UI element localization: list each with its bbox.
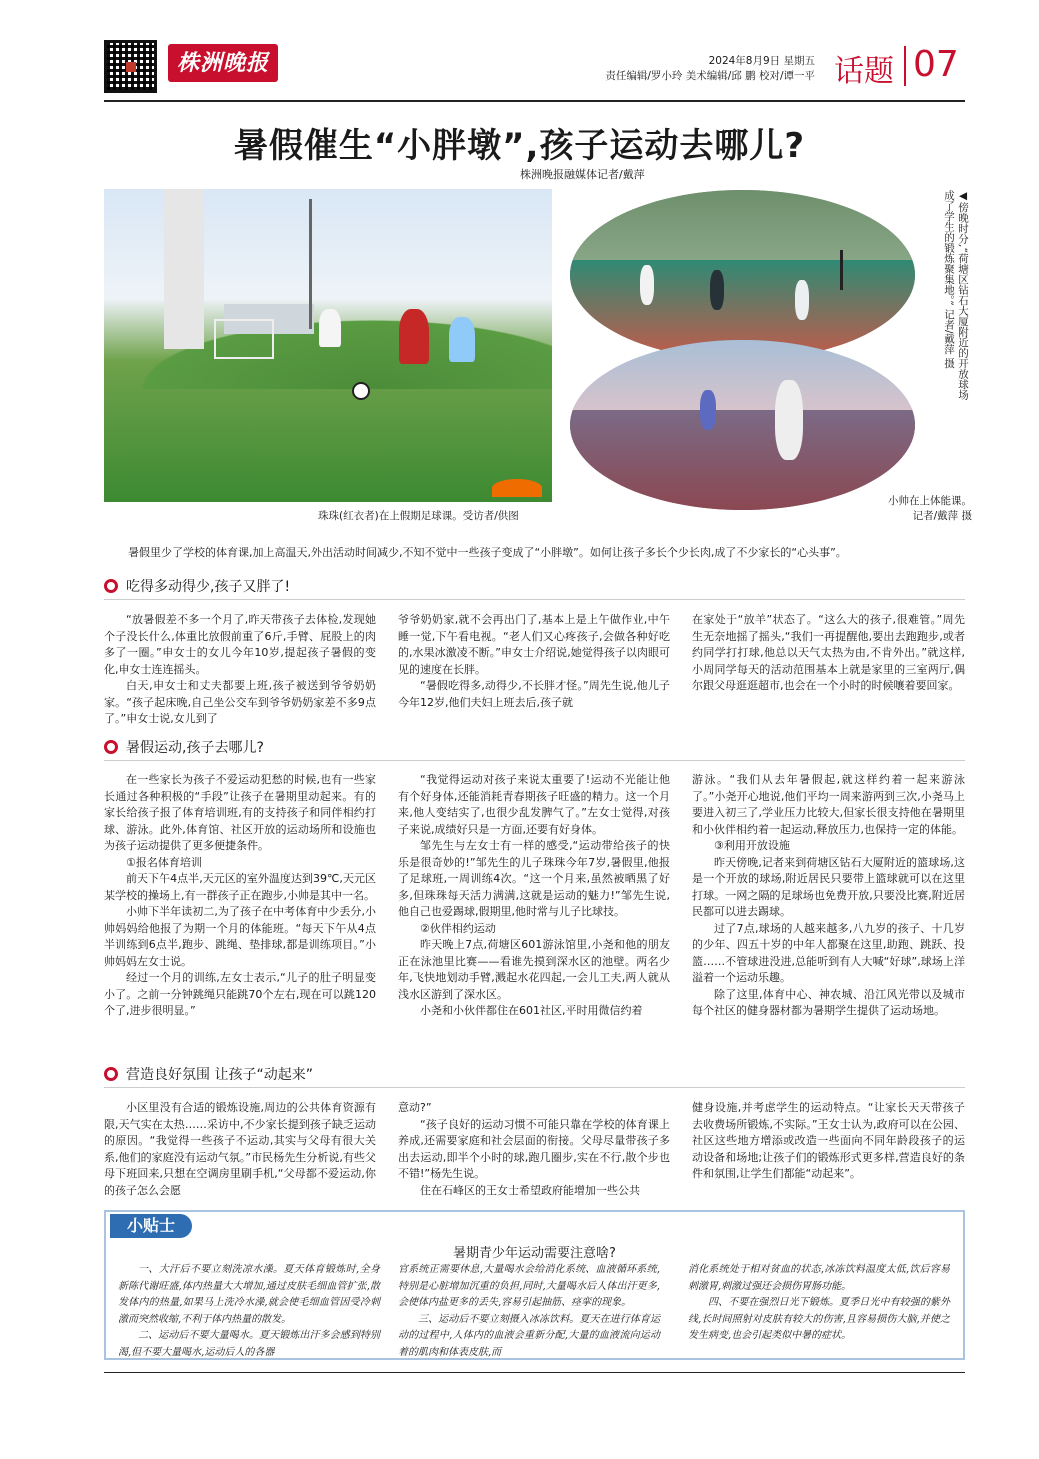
section3-heading [104, 1064, 965, 1084]
section2-col2 [398, 772, 670, 1020]
paragraph: 昨天傍晚,记者来到荷塘区钻石大厦附近的篮球场,这是一个开放的球场,附近居民只要带上篮球就可以在这里打球。一网之隔的足球场也免费开放,只要没比赛,附近居民都可以进去踢球。 [692, 855, 965, 918]
tips-title: 暑期青少年运动需要注意啥? [453, 1246, 616, 1261]
paragraph: 前天下午4点半,天元区的室外温度达到39℃,天元区某学校的操场上,有一群孩子正在跑步,小帅是其中一名。 [104, 872, 376, 902]
paragraph: 昨天晚上7点,荷塘区601游泳馆里,小尧和他的朋友正在泳池里比赛——看谁先摸到深水区的池壁。两名少年,飞快地划动手臂,溅起水花四起,一会儿工夫,两人就从浅水区游到了深水区。 [398, 938, 670, 1001]
paragraph: “暑假吃得多,动得少,不长胖才怪。”周先生说,他儿子今年12岁,他们夫妇上班去后,孩子就 [398, 679, 670, 709]
paragraph: 在家处于“放羊”状态了。“这么大的孩子,很难管。”周先生无奈地摇了摇头,“我们一再提醒他,要出去跑跑步,或者约同学打打球,他总以天气太热为由,不肯外出。”就这样,小周同学每天的活动范围基本上就是家里的三室两厅,偶尔跟父母逛逛超市,也会在一个小时的时候嚷着要回家。 [692, 613, 965, 692]
editor-credits: 责任编辑/罗小玲 美术编辑/邱 鹏 校对/谭一平 [605, 70, 815, 82]
section1-col1 [104, 612, 376, 728]
section1-heading [104, 576, 965, 596]
masthead-logo: 株洲晚报 [168, 44, 278, 82]
section1-rule [104, 599, 965, 600]
photo-football-training [104, 189, 552, 502]
tip-paragraph: 三、运动后不要立刻摄入冰冻饮料。夏天在进行体育运动的过程中,人体内的血液会重新分配,大量的血液流向运动着的肌肉和体表皮肤,而 [398, 1313, 660, 1358]
paragraph: 健身设施,并考虑学生的运动特点。“让家长天天带孩子去收费场所锻炼,不实际。”王女士认为,政府可以在公园、社区这些地方增添或改造一些面向不同年龄段孩子的运动设备和场地;让孩子们的锻炼形式更多样,营造良好的条件和氛围,让学生们都能“动起来”。 [692, 1101, 965, 1180]
page-number: 07 [913, 44, 959, 85]
section2-rule [104, 760, 965, 761]
section-name: 话题 [834, 54, 894, 89]
paragraph: 爷爷奶奶家,就不会再出门了,基本上是上午做作业,中午睡一觉,下午看电视。“老人们又心疼孩子,会做各种好吃的,水果冰激凌不断。”申女士介绍说,她觉得孩子以肉眼可见的速度在长胖。 [398, 613, 670, 676]
paragraph: “我觉得运动对孩子来说太重要了!运动不光能让他有个好身体,还能消耗青春期孩子旺盛的精力。这一个月来,他人变结实了,也很少乱发脾气了。”左女士觉得,对孩子来说,成绩好只是一方面,还要有好身体。 [398, 773, 670, 836]
section2-title: 暑假运动,孩子去哪儿? [126, 740, 264, 756]
paragraph: 小尧和小伙伴都住在601社区,平时用微信约着 [420, 1004, 643, 1017]
photo-basketball-court [570, 190, 915, 360]
tip-paragraph: 官系统正需要休息,大量喝水会给消化系统、血液循环系统,特别是心脏增加沉重的负担,同时,大量喝水后人体出汗更多,会使体内盐更多的丢失,容易引起抽筋、痉挛的现象。 [398, 1264, 660, 1308]
paragraph: 邹先生与左女士有一样的感受,“运动带给孩子的快乐是很奇妙的!”邹先生的儿子珠珠今年7岁,暑假里,他报了足球班,一周训练4次。“这一个月来,虽然被晒黑了好多,但珠珠每天活力满满,这就是运动的魅力!”邹先生说,他自己也爱踢球,假期里,他时常与儿子比球技。 [398, 839, 670, 918]
section1-col2 [398, 612, 670, 711]
section2-heading [104, 737, 965, 757]
section-bullet-icon [104, 579, 118, 593]
section3-title: 营造良好氛围 让孩子“动起来” [126, 1067, 313, 1083]
paragraph: 经过一个月的训练,左女士表示,“儿子的肚子明显变小了。之前一分钟跳绳只能跳70个左右,现在可以跳120个了,进步很明显。” [104, 971, 376, 1017]
tips-col3 [688, 1262, 950, 1345]
subsection-label: ②伙伴相约运动 [420, 921, 496, 935]
photo-caption-vertical: ◀傍晚时分,“荷塘区钻石大厦附近的开放球场成了学生的锻炼聚集地。” 记者/戴萍 摄 [943, 190, 969, 400]
paragraph: 过了7点,球场的人越来越多,八九岁的孩子、十几岁的少年、四五十岁的中年人都聚在这里,助跑、跳跃、投篮……不管球进没进,总能听到有人大喊“好球”,球场上洋溢着一个运动乐趣。 [692, 921, 965, 984]
headline: 暑假催生“小胖墩”,孩子运动去哪儿? [233, 126, 806, 166]
section2-col3 [692, 772, 965, 1020]
section1-col3 [692, 612, 965, 695]
tip-paragraph: 一、大汗后不要立刻洗凉水澡。夏天体育锻炼时,全身新陈代谢旺盛,体内热量大大增加,通过皮肤毛细血管扩张,散发体内的热量,如果马上洗冷水澡,就会使毛细血管因受冷刺激而突然收缩,不利于体内热量的散发。 [118, 1264, 380, 1325]
tip-paragraph: 四、不要在强烈日光下锻炼。夏季日光中有较强的紫外线,长时间照射对皮肤有较大的伤害,且容易损伤大脑,并使之发生病变,也会引起类似中暑的症状。 [688, 1297, 950, 1341]
byline: 株洲晚报融媒体记者/戴萍 [520, 168, 645, 181]
header-rule [104, 100, 965, 102]
tips-col2 [398, 1262, 660, 1361]
photo-caption-right-line1: 小帅在上体能课。 [888, 495, 972, 507]
lead-paragraph: 暑假里少了学校的体育课,加上高温天,外出活动时间减少,不知不觉中一些孩子变成了“小胖墩”。如何让孩子多长个少长肉,成了不少家长的“心头事”。 [128, 546, 847, 559]
section3-rule [104, 1087, 965, 1088]
paragraph: 游泳。“我们从去年暑假起,就这样约着一起来游泳了。”小尧开心地说,他们平均一周来游两到三次,小尧马上要进入初三了,学业压力比较大,但家长很支持他在暑期里和小伙伴相约着一起运动,释放压力,也保持一定的体能。 [692, 773, 965, 836]
photo-caption-right [888, 494, 972, 524]
paragraph: “孩子良好的运动习惯不可能只靠在学校的体育课上养成,还需要家庭和社会层面的衔接。父母尽量带孩子多出去运动,即半个小时的球,跑几圈步,实在不行,散个步也不错!”杨先生说。 [398, 1117, 670, 1180]
qr-code [104, 40, 157, 93]
section-divider [904, 46, 906, 86]
paragraph: 小帅下半年读初二,为了孩子在中考体育中少丢分,小帅妈妈给他报了为期一个月的体能班。“每天下午从4点半训练到6点半,跑步、跳绳、垫排球,都是训练项目。”小帅妈妈左女士说。 [104, 905, 376, 968]
issue-date: 2024年8月9日 星期五 [708, 55, 815, 67]
footer-rule [104, 1372, 965, 1373]
tip-paragraph: 消化系统处于相对贫血的状态,冰冻饮料温度太低,饮后容易刺激胃,刺激过强还会损伤胃肠功能。 [688, 1264, 950, 1292]
paragraph: 除了这里,体育中心、神农城、沿江风光带以及城市每个社区的健身器材都为暑期学生提供了运动场地。 [692, 987, 965, 1017]
subsection-label: ①报名体育培训 [126, 855, 202, 869]
tips-col1 [118, 1262, 380, 1361]
section3-col1 [104, 1100, 376, 1199]
paragraph: 住在石峰区的王女士希望政府能增加一些公共 [420, 1183, 640, 1197]
tips-label: 小贴士 [110, 1214, 192, 1238]
paragraph: 白天,申女士和丈夫都要上班,孩子被送到爷爷奶奶家。“孩子起床晚,自己坐公交车到爷爷奶奶家差不多9点了。”申女士说,女儿到了 [104, 679, 376, 725]
section-bullet-icon [104, 1067, 118, 1081]
section2-col1 [104, 772, 376, 1020]
section1-title: 吃得多动得少,孩子又胖了! [126, 579, 291, 595]
section3-col2 [398, 1100, 670, 1199]
photo-caption-main: 珠珠(红衣者)在上假期足球课。受访者/供图 [318, 510, 519, 522]
tip-paragraph: 二、运动后不要大量喝水。夏天锻炼出汗多会感到特别渴,但不要大量喝水,运动后人的各器 [118, 1330, 380, 1358]
paragraph: 小区里没有合适的锻炼设施,周边的公共体育资源有限,天气实在太热……采访中,不少家长提到孩子缺乏运动的原因。“我觉得一些孩子不运动,其实与父母有很大关系,他们的家庭没有运动气氛。”市民杨先生分析说,有些父母下班回来,只想在空调房里刷手机,“父母都不爱运动,你的孩子怎么会愿 [104, 1101, 376, 1197]
paragraph: 意动?” [398, 1101, 432, 1114]
section3-col3 [692, 1100, 965, 1183]
subsection-label: ③利用开放设施 [714, 839, 790, 852]
paragraph: “放暑假差不多一个月了,昨天带孩子去体检,发现她个子没长什么,体重比放假前重了6斤,手臂、屁股上的肉多了一圈。”申女士的女儿今年10岁,提起孩子暑假的变化,申女士连连摇头。 [104, 613, 376, 676]
photo-caption-right-line2: 记者/戴萍 摄 [912, 510, 972, 522]
section-bullet-icon [104, 740, 118, 754]
paragraph: 在一些家长为孩子不爱运动犯愁的时候,也有一些家长通过各种积极的“手段”让孩子在暑期里动起来。有的家长给孩子报了体育培训班,有的支持孩子和同伴相约打球、游泳。此外,体育馆、社区开放的运动场所和设施也为孩子运动提供了更多便捷条件。 [104, 773, 376, 852]
photo-running-track [570, 340, 915, 510]
